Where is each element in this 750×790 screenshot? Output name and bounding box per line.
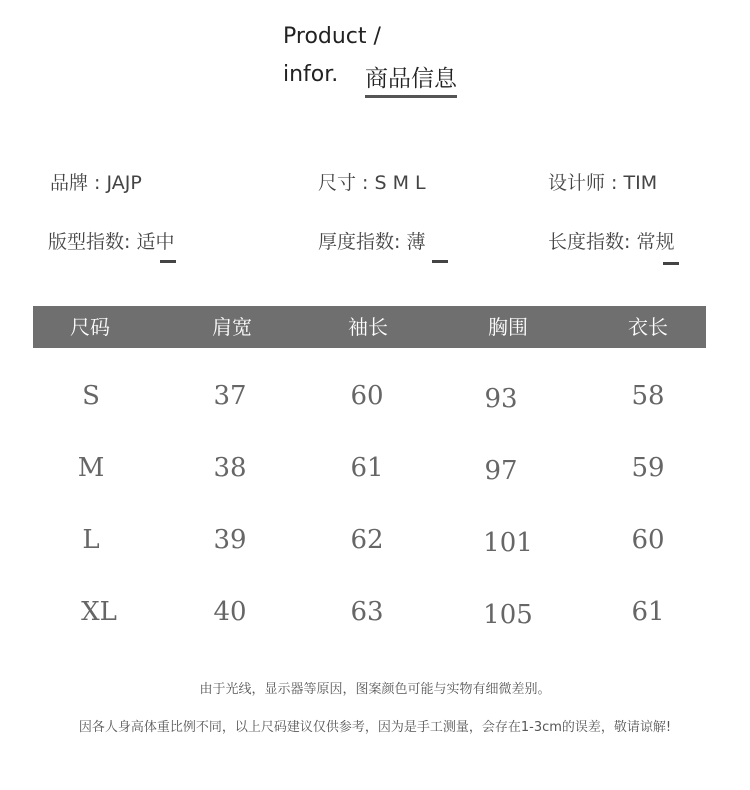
fit-index-marker xyxy=(160,260,176,263)
table-cell: 105 xyxy=(483,600,533,630)
header-title-en: Product / xyxy=(283,24,381,49)
info-thickness-index: 厚度指数: 薄 xyxy=(318,231,426,253)
info-brand: 品牌 : JAJP xyxy=(50,172,142,194)
thickness-index-marker xyxy=(432,260,448,263)
table-cell: XL xyxy=(81,597,117,627)
table-cell: 63 xyxy=(350,597,384,627)
header-title-zh: 商品信息 xyxy=(365,60,457,98)
table-cell: 97 xyxy=(484,456,518,486)
table-cell: 61 xyxy=(350,453,384,483)
header-cell-shoulder: 肩宽 xyxy=(212,315,252,339)
length-index-marker xyxy=(663,262,679,265)
table-cell: 60 xyxy=(350,381,384,411)
table-cell: L xyxy=(82,525,100,555)
table-cell: M xyxy=(77,453,105,483)
header-cell-chest: 胸围 xyxy=(488,315,528,339)
header-cell-size: 尺码 xyxy=(70,315,110,339)
table-cell: 61 xyxy=(631,597,665,627)
table-cell: 39 xyxy=(213,525,247,555)
table-cell: 93 xyxy=(484,384,518,414)
header-subtitle-en: infor. xyxy=(283,62,339,87)
note-color-disclaimer: 由于光线，显示器等原因，图案颜色可能与实物有细微差别。 xyxy=(199,682,551,697)
table-cell: 38 xyxy=(213,453,247,483)
info-size: 尺寸 : S M L xyxy=(318,172,426,194)
table-cell: 59 xyxy=(631,453,665,483)
info-length-index: 长度指数: 常规 xyxy=(548,231,675,253)
table-cell: 60 xyxy=(631,525,665,555)
table-cell: 37 xyxy=(213,381,247,411)
table-cell: S xyxy=(82,381,100,411)
note-size-disclaimer: 因各人身高体重比例不同，以上尺码建议仅供参考，因为是手工测量，会存在1-3cm的误差，敬请谅解! xyxy=(78,720,672,735)
info-designer: 设计师 : TIM xyxy=(548,172,658,194)
header-cell-length: 衣长 xyxy=(628,315,668,339)
table-cell: 62 xyxy=(350,525,384,555)
table-cell: 40 xyxy=(213,597,247,627)
header-cell-sleeve: 袖长 xyxy=(348,315,388,339)
table-cell: 58 xyxy=(631,381,665,411)
table-cell: 101 xyxy=(483,528,533,558)
info-fit-index: 版型指数: 适中 xyxy=(48,231,175,253)
size-table-header xyxy=(33,306,706,348)
